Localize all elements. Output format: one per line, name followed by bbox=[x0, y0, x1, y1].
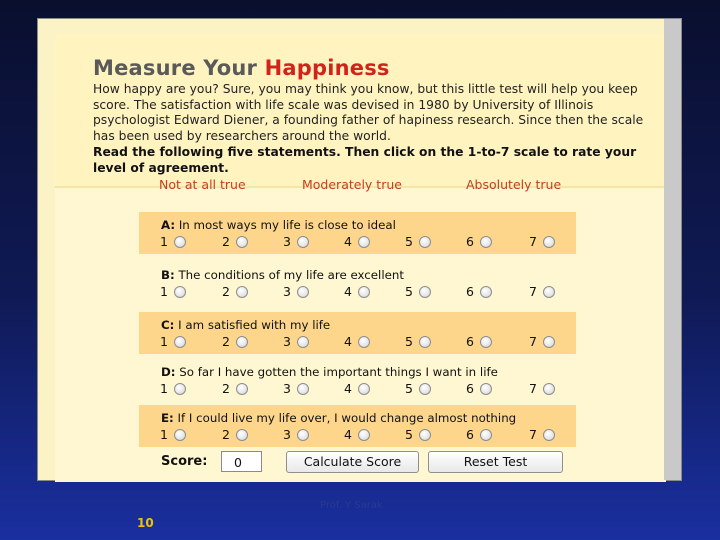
option-number: 6 bbox=[466, 334, 474, 349]
option-number: 5 bbox=[405, 284, 413, 299]
radio-d-7[interactable] bbox=[543, 383, 555, 395]
question-statement: In most ways my life is close to ideal bbox=[175, 218, 396, 232]
question-label: B: bbox=[161, 268, 175, 282]
option-number: 6 bbox=[466, 234, 474, 249]
question-statement: If I could live my life over, I would change almost nothing bbox=[173, 411, 517, 425]
option-number: 5 bbox=[405, 381, 413, 396]
option-number: 6 bbox=[466, 284, 474, 299]
option-number: 3 bbox=[283, 427, 291, 442]
option-number: 5 bbox=[405, 234, 413, 249]
option-number: 1 bbox=[160, 381, 168, 396]
option-number: 6 bbox=[466, 381, 474, 396]
option-number: 4 bbox=[344, 381, 352, 396]
radio-b-3[interactable] bbox=[297, 286, 309, 298]
option-number: 3 bbox=[283, 334, 291, 349]
radio-b-4[interactable] bbox=[358, 286, 370, 298]
option-number: 1 bbox=[160, 427, 168, 442]
radio-c-1[interactable] bbox=[174, 336, 186, 348]
option-number: 4 bbox=[344, 234, 352, 249]
question-text bbox=[161, 318, 330, 332]
radio-e-7[interactable] bbox=[543, 429, 555, 441]
option-number: 7 bbox=[529, 334, 537, 349]
quiz-header bbox=[55, 34, 666, 188]
option-number: 3 bbox=[283, 381, 291, 396]
reset-test-button[interactable]: Reset Test bbox=[428, 451, 563, 473]
question-text bbox=[161, 268, 404, 282]
option-number: 3 bbox=[283, 284, 291, 299]
option-number: 4 bbox=[344, 427, 352, 442]
option-number: 7 bbox=[529, 381, 537, 396]
option-number: 3 bbox=[283, 234, 291, 249]
radio-e-4[interactable] bbox=[358, 429, 370, 441]
radio-e-6[interactable] bbox=[480, 429, 492, 441]
radio-c-6[interactable] bbox=[480, 336, 492, 348]
radio-a-4[interactable] bbox=[358, 236, 370, 248]
radio-d-3[interactable] bbox=[297, 383, 309, 395]
option-number: 7 bbox=[529, 234, 537, 249]
radio-e-5[interactable] bbox=[419, 429, 431, 441]
option-number: 5 bbox=[405, 334, 413, 349]
question-label: A: bbox=[161, 218, 176, 232]
radio-e-1[interactable] bbox=[174, 429, 186, 441]
calculate-score-button[interactable]: Calculate Score bbox=[286, 451, 419, 473]
option-number: 1 bbox=[160, 284, 168, 299]
radio-d-5[interactable] bbox=[419, 383, 431, 395]
option-number: 2 bbox=[222, 381, 230, 396]
option-number: 2 bbox=[222, 234, 230, 249]
scale-label-high: Absolutely true bbox=[466, 177, 562, 192]
radio-d-2[interactable] bbox=[236, 383, 248, 395]
radio-a-6[interactable] bbox=[480, 236, 492, 248]
radio-c-3[interactable] bbox=[297, 336, 309, 348]
radio-a-2[interactable] bbox=[236, 236, 248, 248]
option-number: 4 bbox=[344, 334, 352, 349]
option-number: 7 bbox=[529, 427, 537, 442]
question-statement: The conditions of my life are excellent bbox=[174, 268, 404, 282]
radio-d-6[interactable] bbox=[480, 383, 492, 395]
radio-e-2[interactable] bbox=[236, 429, 248, 441]
radio-a-5[interactable] bbox=[419, 236, 431, 248]
radio-d-1[interactable] bbox=[174, 383, 186, 395]
option-number: 2 bbox=[222, 284, 230, 299]
question-label: C: bbox=[161, 318, 175, 332]
question-text bbox=[161, 365, 498, 379]
radio-c-2[interactable] bbox=[236, 336, 248, 348]
score-field[interactable] bbox=[221, 451, 262, 472]
radio-c-7[interactable] bbox=[543, 336, 555, 348]
radio-a-3[interactable] bbox=[297, 236, 309, 248]
option-number: 2 bbox=[222, 334, 230, 349]
scale-label-mid: Moderately true bbox=[302, 177, 402, 192]
option-number: 2 bbox=[222, 427, 230, 442]
option-number: 4 bbox=[344, 284, 352, 299]
question-text bbox=[161, 218, 396, 232]
page-title bbox=[93, 56, 390, 80]
radio-b-7[interactable] bbox=[543, 286, 555, 298]
scroll-edge bbox=[664, 19, 681, 480]
option-number: 7 bbox=[529, 284, 537, 299]
option-number: 5 bbox=[405, 427, 413, 442]
radio-e-3[interactable] bbox=[297, 429, 309, 441]
radio-a-1[interactable] bbox=[174, 236, 186, 248]
question-label: E: bbox=[161, 411, 174, 425]
option-number: 6 bbox=[466, 427, 474, 442]
option-number: 1 bbox=[160, 234, 168, 249]
radio-d-4[interactable] bbox=[358, 383, 370, 395]
score-label: Score: bbox=[161, 454, 208, 469]
radio-b-5[interactable] bbox=[419, 286, 431, 298]
scale-label-low: Not at all true bbox=[159, 177, 246, 192]
question-statement: So far I have gotten the important things I want in life bbox=[175, 365, 498, 379]
question-label: D: bbox=[161, 365, 176, 379]
title-part2: Happiness bbox=[264, 56, 390, 80]
radio-a-7[interactable] bbox=[543, 236, 555, 248]
question-statement: I am satisfied with my life bbox=[174, 318, 331, 332]
page-number: 10 bbox=[137, 516, 154, 530]
radio-b-2[interactable] bbox=[236, 286, 248, 298]
instructions-text: Read the following five statements. Then click on the 1-to-7 scale to rate your level of agreement. bbox=[93, 145, 637, 175]
option-number: 1 bbox=[160, 334, 168, 349]
title-part1: Measure Your bbox=[93, 56, 258, 80]
radio-c-5[interactable] bbox=[419, 336, 431, 348]
radio-c-4[interactable] bbox=[358, 336, 370, 348]
radio-b-1[interactable] bbox=[174, 286, 186, 298]
intro-text: How happy are you? Sure, you may think you know, but this little test will help you keep score. The satisfaction with life scale was devised in 1980 by University of Illinois psychologist Edward Diener, a founding father of hapiness research. Since then the scale has been used by researchers around the world. bbox=[93, 82, 644, 143]
footer-text: Prof. Y Sarak bbox=[320, 500, 383, 511]
question-text bbox=[161, 411, 516, 425]
radio-b-6[interactable] bbox=[480, 286, 492, 298]
